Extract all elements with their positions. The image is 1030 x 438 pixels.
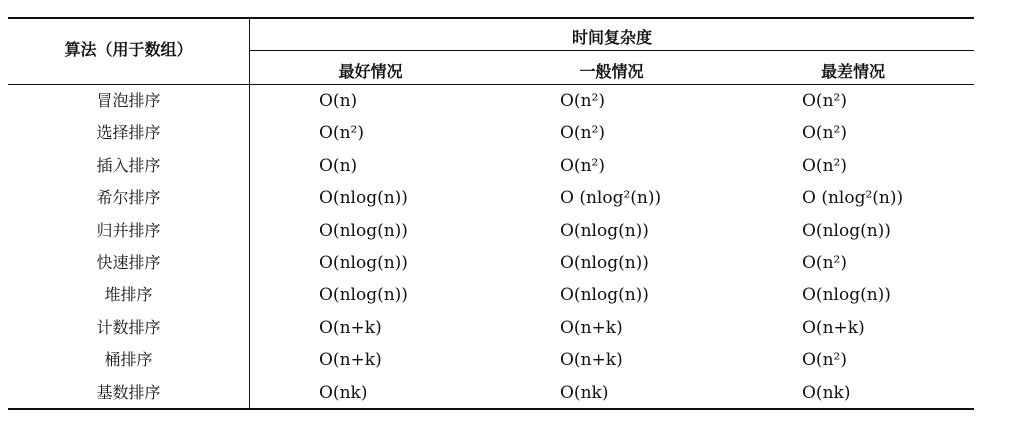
average-case-complexity: O(n+k) [560,350,623,371]
header-divider-rule [250,50,974,51]
table-row [8,117,974,149]
worst-case-complexity: O(n²) [802,155,847,176]
table-top-rule [8,17,974,19]
algorithm-name: 桶排序 [104,350,153,370]
table-row [8,312,974,344]
best-case-complexity: O(nk) [319,382,368,403]
algorithm-name: 归并排序 [96,220,161,240]
best-case-complexity: O(nlog(n)) [319,252,408,273]
algorithm-name: 选择排序 [96,123,161,143]
worst-case-complexity: O(n²) [802,91,847,111]
header-best-case: 最好情况 [338,62,403,81]
table-row [8,279,974,311]
header-worst-case: 最差情况 [820,62,885,81]
algorithm-name: 希尔排序 [96,188,161,208]
table-row [8,215,974,247]
best-case-complexity: O(n) [319,91,358,111]
best-case-complexity: O(n+k) [319,317,382,338]
best-case-complexity: O(nlog(n)) [319,220,408,241]
average-case-complexity: O(nk) [560,382,609,403]
best-case-complexity: O(n²) [319,123,364,144]
header-average-case: 一般情况 [579,62,644,81]
table-row [8,247,974,279]
average-case-complexity: O(n²) [560,91,605,111]
algorithm-name: 堆排序 [104,285,153,305]
average-case-complexity: O(n+k) [560,317,623,338]
best-case-complexity: O(nlog(n)) [319,285,408,306]
worst-case-complexity: O(nlog(n)) [802,220,891,241]
complexity-table [8,17,974,411]
worst-case-complexity: O(n+k) [802,317,865,338]
average-case-complexity: O(nlog(n)) [560,285,649,306]
algorithm-name: 快速排序 [96,252,161,272]
algorithm-name: 插入排序 [96,155,161,175]
table-row [8,85,974,117]
worst-case-complexity: O(nlog(n)) [802,285,891,306]
average-case-complexity: O(nlog(n)) [560,252,649,273]
worst-case-complexity: O (nlog²(n)) [802,188,904,209]
header-time-complexity: 时间复杂度 [571,28,652,47]
average-case-complexity: O(nlog(n)) [560,220,649,241]
table-row [8,182,974,214]
average-case-complexity: O (nlog²(n)) [560,188,662,209]
average-case-complexity: O(n²) [560,155,605,176]
best-case-complexity: O(n+k) [319,350,382,371]
best-case-complexity: O(nlog(n)) [319,188,408,209]
average-case-complexity: O(n²) [560,123,605,144]
worst-case-complexity: O(nk) [802,382,851,403]
table-row [8,150,974,182]
algorithm-name: 计数排序 [96,317,161,337]
algorithm-name: 冒泡排序 [96,91,161,110]
worst-case-complexity: O(n²) [802,252,847,273]
worst-case-complexity: O(n²) [802,350,847,371]
worst-case-complexity: O(n²) [802,123,847,144]
table-row [8,344,974,376]
table-body [8,85,974,409]
best-case-complexity: O(n) [319,155,358,176]
header-algorithm: 算法（用于数组） [64,40,193,59]
table-row [8,377,974,409]
algorithm-name: 基数排序 [96,382,161,402]
